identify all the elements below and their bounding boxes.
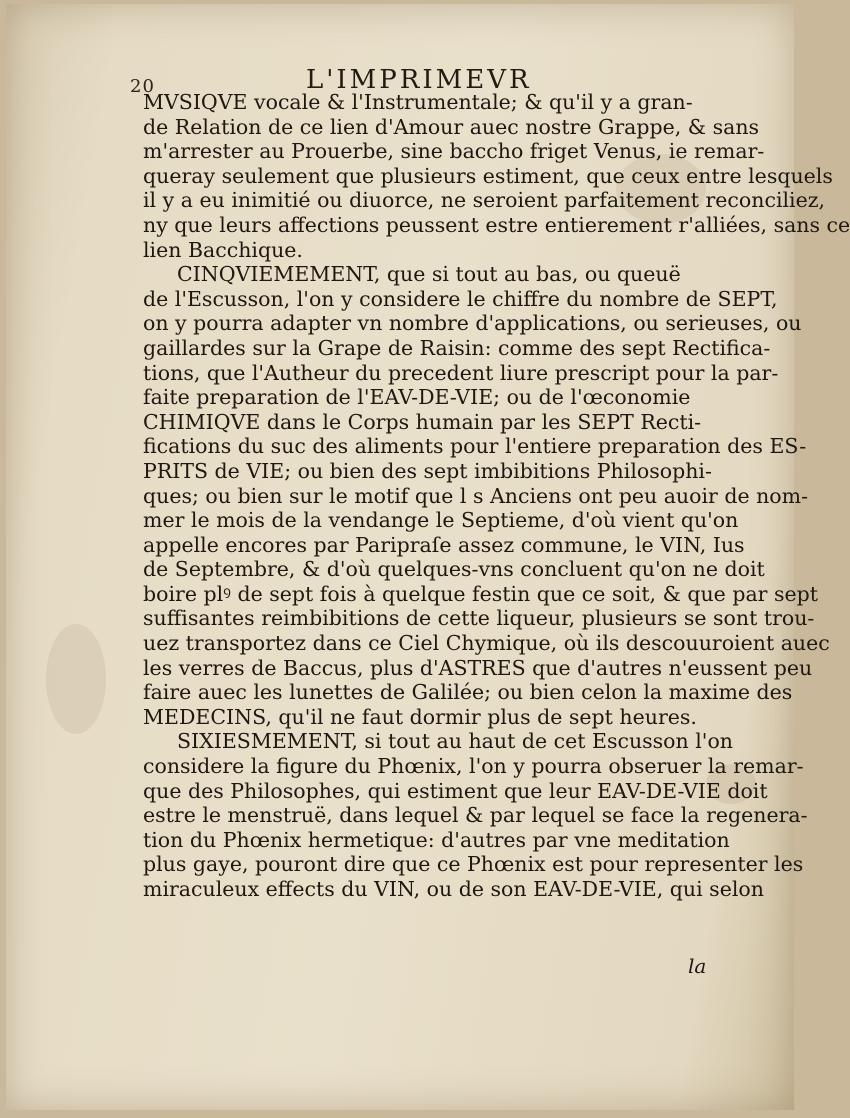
book-page (6, 4, 850, 1110)
text-line: boire plꝰ de sept fois à quelque festin que ce soit, & que par sept (143, 581, 819, 606)
text-line: de Relation de ce lien d'Amour auec nostre Grappe, & sans (143, 114, 760, 139)
text-line: CHIMIQVE dans le Corps humain par les SEPT Recti- (143, 409, 702, 434)
text-line: miraculeux effects du VIN, ou de son EAV-DE-VIE, qui selon (143, 877, 764, 901)
catchword: la (688, 954, 707, 978)
text-line: tions, que l'Autheur du precedent liure prescript pour la par- (143, 360, 779, 385)
text-line: on y pourra adapter vn nombre d'applications, ou serieuses, ou (143, 311, 802, 336)
text-line: considere la figure du Phœnix, l'on y pourra obseruer la remar- (143, 754, 804, 779)
text-line: lien Bacchique. (143, 237, 303, 262)
text-line: de l'Escusson, l'on y considere le chiffre du nombre de SEPT, (143, 286, 778, 311)
text-line: il y a eu inimitié ou diuorce, ne seroient parfaitement reconciliez, (143, 188, 826, 213)
page-number: 20 (130, 76, 155, 97)
text-line: mer le mois de la vendange le Septieme, d'où vient qu'on (143, 508, 739, 533)
text-line: appelle encores par Paripraſe assez commune, le VIN, Ius (143, 532, 745, 557)
text-line: faite preparation de l'EAV-DE-VIE; ou de l'œconomie (143, 385, 691, 410)
text-line: ques; ou bien sur le motif que l s Anciens ont peu auoir de nom- (143, 483, 809, 508)
paper-stain (46, 624, 106, 734)
text-line: uez transportez dans ce Ciel Chymique, où ils descouuroient auec (143, 631, 830, 656)
text-line: estre le menstruë, dans lequel & par lequel se face la regenera- (143, 803, 808, 828)
text-line: m'arrester au Prouerbe, sine baccho friget Venus, ie remar- (143, 139, 765, 164)
text-line: les verres de Baccus, plus d'ASTRES que d'autres n'eussent peu (143, 655, 813, 680)
paragraph-start-line: SIXIESMEMENT, si tout au haut de cet Escusson l'on (177, 729, 733, 754)
text-line: gaillardes sur la Grape de Raisin: comme des sept Rectifica- (143, 335, 771, 360)
text-line: PRITS de VIE; ou bien des sept imbibitions Philosophi- (143, 458, 712, 483)
running-title: L'IMPRIMEVR (306, 65, 532, 95)
text-line: tion du Phœnix hermetique: d'autres par vne meditation (143, 827, 730, 852)
text-line: faire auec les lunettes de Galilée; ou bien celon la maxime des (143, 680, 793, 705)
text-line: que des Philosophes, qui estiment que leur EAV-DE-VIE doit (143, 778, 768, 803)
text-line: queray seulement que plusieurs estiment, que ceux entre lesquels (143, 163, 833, 188)
text-line: ny que leurs affections peussent estre entierement r'alliées, sans ce (143, 212, 850, 237)
text-line: suffisantes reimbibitions de cette liqueur, plusieurs se sont trou- (143, 606, 815, 631)
text-line: plus gaye, pouront dire que ce Phœnix est pour representer les (143, 852, 804, 877)
body-text (143, 90, 850, 902)
text-line: de Septembre, & d'où quelques-vns concluent qu'on ne doit (143, 557, 765, 582)
text-line: MEDECINS, qu'il ne faut dormir plus de sept heures. (143, 704, 697, 729)
text-line: MVSIQVE vocale & l'Instrumentale; & qu'il y a gran- (143, 90, 693, 114)
paragraph-start-line: CINQVIEMEMENT, que si tout au bas, ou queuë (177, 262, 681, 287)
text-line: fications du suc des aliments pour l'entiere preparation des ES- (143, 434, 807, 459)
